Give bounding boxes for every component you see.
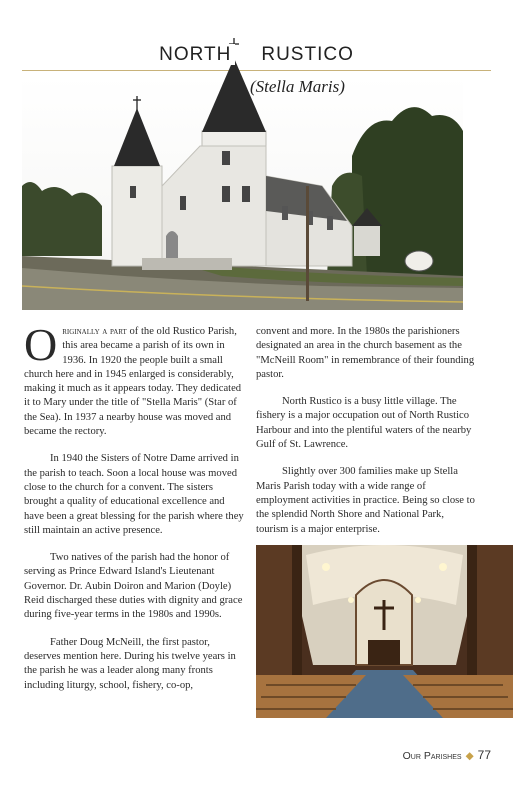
paragraph-1-text: of the old Rustico Parish, this area became a parish of its own in 1936. In 1920 the people built a small church here and in 1945 enlarged is considerably, making it much as it appears today. They dedicated it to Mary under the title of "Stella Maris" (Star of the Sea). In 1937 a nearby house was moved and became the rectory. <box>24 326 242 438</box>
paragraph-6: North Rustico is a busy little village. The fishery is a major occupation out of North Rustico Harbour and into the plentiful waters of the nearby Gulf of St. Lawrence. <box>256 396 472 451</box>
paragraph-3: Two natives of the parish had the honor of serving as Prince Edward Island's Lieutenant Governor. Dr. Aubin Doiron and Marion (Doyle) Reid discharged these duties with dignity and grace during five-year terms in the 1980s and 1990s. <box>24 552 243 621</box>
lead-in: riginally a part <box>62 326 127 337</box>
title-right-word: RUSTICO <box>257 44 358 65</box>
page-title <box>0 44 513 66</box>
paragraph-5: convent and more. In the 1980s the parishioners designated an area in the church basement as the "McNeill Room" in remembrance of their founding pastor. <box>256 326 475 380</box>
title-left-word: NORTH <box>155 44 235 65</box>
text-column-right <box>256 325 478 550</box>
page-number: 77 <box>477 748 491 762</box>
drop-cap: O <box>24 319 58 370</box>
church-interior-photo <box>256 545 513 718</box>
paragraph-7: Slightly over 300 families make up Stella Maris Parish today with a wide range of employment activities in practice. Being so close to the splendid North Shore and National Park, tourism is a major enterprise. <box>256 466 475 535</box>
page-subtitle: (Stella Maris) <box>250 77 345 96</box>
paragraph-2: In 1940 the Sisters of Notre Dame arrived in the parish to teach. Soon a local house was moved close to the church for a convent. The sisters brought a quality of educational excellence and have been a great blessing for the parish where they still maintain an active presence. <box>24 453 244 536</box>
paragraph-1 <box>24 319 246 439</box>
text-column-left <box>24 319 246 706</box>
church-exterior-photo <box>22 36 463 310</box>
paragraph-4: Father Doug McNeill, the first pastor, deserves mention here. During his twelve years in the parish he was a leader along many fronts including liturgy, school, fishery, co-op, <box>24 636 236 691</box>
section-name: Our Parishes <box>402 750 462 762</box>
diamond-icon: ◆ <box>465 750 474 762</box>
page-footer <box>403 748 491 762</box>
